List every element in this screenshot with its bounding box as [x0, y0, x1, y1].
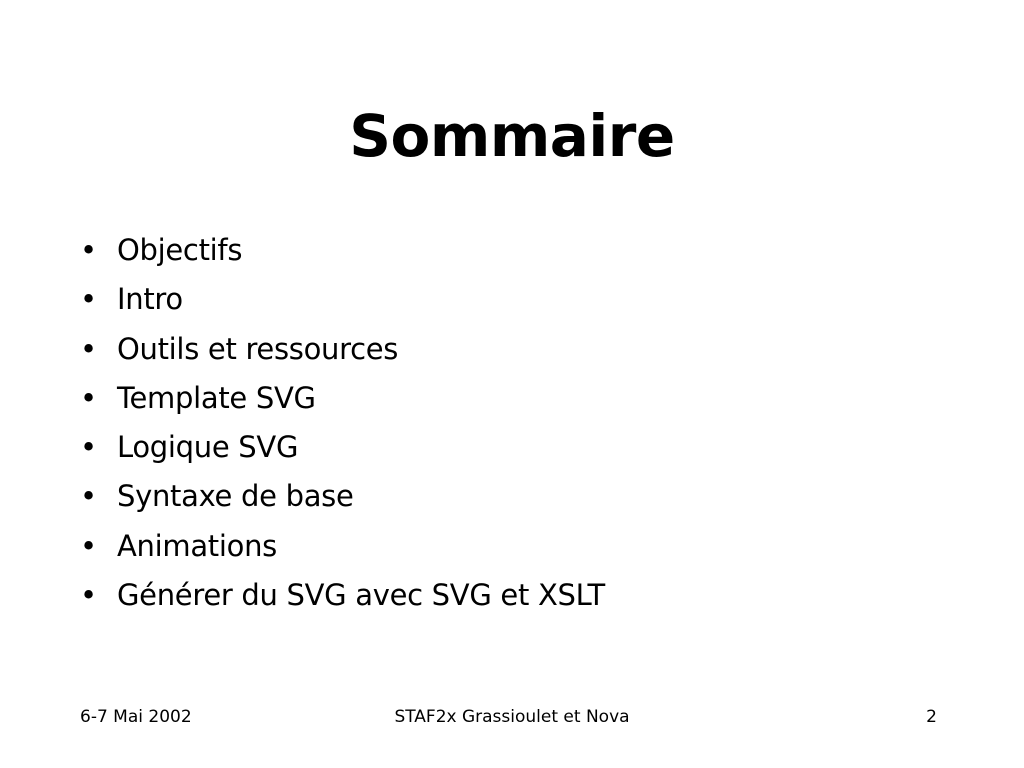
- bullet-icon: •: [80, 430, 98, 465]
- list-item-label: Objectifs: [117, 233, 243, 267]
- bullet-icon: •: [80, 578, 98, 613]
- list-item-label: Syntaxe de base: [117, 479, 354, 514]
- slide-title: Sommaire: [349, 102, 675, 170]
- footer-date: 6-7 Mai 2002: [80, 707, 192, 727]
- bullet-icon: •: [80, 282, 98, 317]
- list-item-label: Générer du SVG avec SVG et XSLT: [117, 578, 605, 613]
- bullet-icon: •: [80, 528, 98, 563]
- list-item-label: Logique SVG: [117, 430, 299, 465]
- bullet-icon: •: [80, 233, 98, 267]
- bullet-icon: •: [80, 479, 98, 514]
- list-item-label: Animations: [117, 528, 277, 563]
- list-item-label: Template SVG: [117, 380, 316, 415]
- page-number: 2: [926, 707, 937, 727]
- list-item-label: Outils et ressources: [117, 331, 399, 366]
- list-item-label: Intro: [117, 282, 183, 317]
- bullet-icon: •: [80, 380, 98, 415]
- bullet-icon: •: [80, 331, 98, 366]
- footer-presenters: STAF2x Grassioulet et Nova: [394, 707, 630, 727]
